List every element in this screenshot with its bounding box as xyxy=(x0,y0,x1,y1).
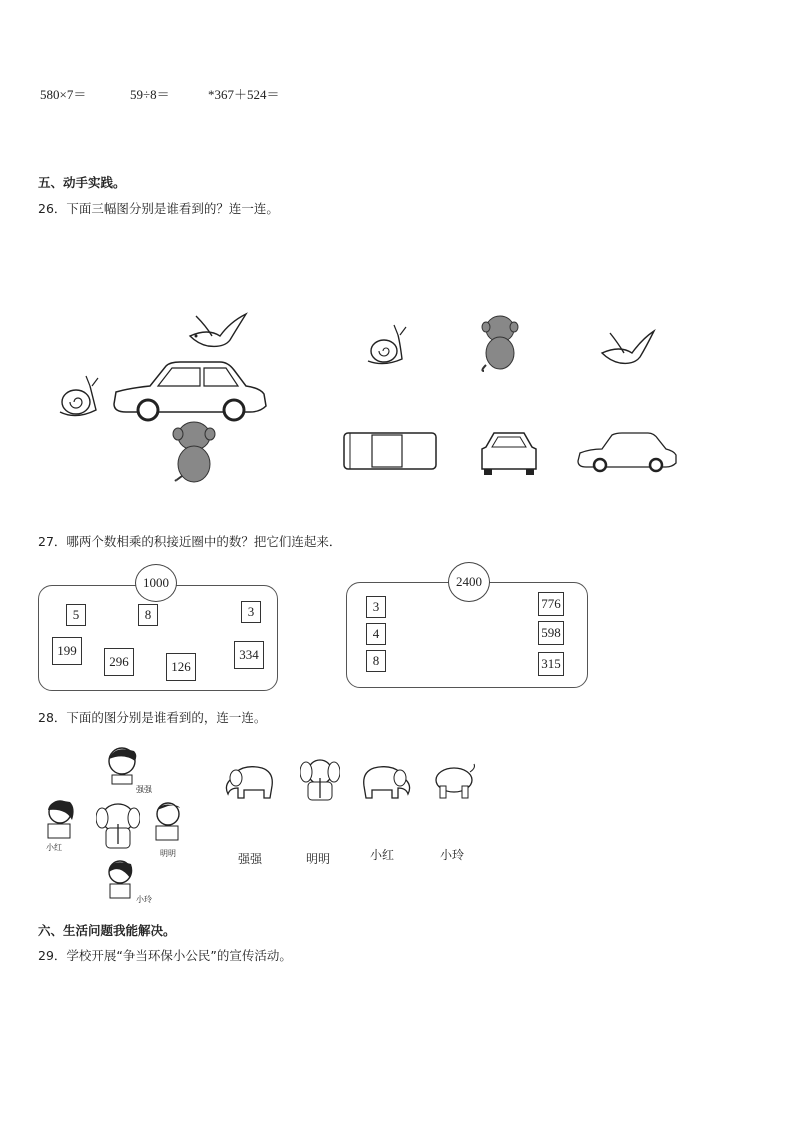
child-icon xyxy=(150,800,186,844)
group-2-right-number[interactable]: 776 xyxy=(538,592,564,616)
bird-icon xyxy=(190,314,246,346)
car-icon xyxy=(344,433,436,469)
person-label-qiangqiang: 强强 xyxy=(136,785,152,794)
question-28: 28．下面的图分别是谁看到的，连一连。 xyxy=(38,710,267,725)
group-2-right-number[interactable]: 315 xyxy=(538,652,564,676)
question-26: 26．下面三幅图分别是谁看到的？连一连。 xyxy=(38,201,279,216)
child-icon xyxy=(104,745,140,785)
car-icon xyxy=(482,433,536,475)
person-label-xiaohong: 小红 xyxy=(46,843,62,852)
section-5-title: 五、动手实践。 xyxy=(38,175,126,190)
elephant-icon xyxy=(222,764,276,802)
question-29: 29．学校开展“争当环保小公民”的宣传活动。 xyxy=(38,948,292,963)
group-1-number[interactable]: 8 xyxy=(138,604,158,626)
group-2-left-number[interactable]: 4 xyxy=(366,623,386,645)
calc-3: *367＋524＝ xyxy=(208,87,280,102)
scene-26-left xyxy=(50,300,290,490)
person-label-mingming: 明明 xyxy=(160,849,176,858)
group-1-number[interactable]: 3 xyxy=(241,601,261,623)
answer-label: 强强 xyxy=(238,852,263,866)
group-2-target: 2400 xyxy=(448,562,490,602)
group-2-left-number[interactable]: 3 xyxy=(366,596,386,618)
person-label-xiaoling: 小玲 xyxy=(136,895,152,904)
child-icon xyxy=(42,798,78,842)
monkey-icon xyxy=(482,316,518,371)
elephant-icon xyxy=(96,800,140,850)
snail-icon xyxy=(60,376,98,416)
group-1-number[interactable]: 199 xyxy=(52,637,82,665)
car-icon xyxy=(578,433,676,471)
group-1-target: 1000 xyxy=(135,564,177,602)
section-6-title: 六、生活问题我能解决。 xyxy=(38,923,176,938)
snail-icon xyxy=(368,325,406,364)
elephant-icon xyxy=(300,756,340,802)
bird-icon xyxy=(602,331,654,363)
car-icon xyxy=(114,362,266,420)
group-1-number[interactable]: 126 xyxy=(166,653,196,681)
question-27: 27．哪两个数相乘的积接近圈中的数？把它们连起来． xyxy=(38,534,342,549)
group-1-number[interactable]: 5 xyxy=(66,604,86,626)
group-2-right-number[interactable]: 598 xyxy=(538,621,564,645)
answer-label: 明明 xyxy=(306,852,331,866)
scene-26-right xyxy=(340,315,680,485)
child-icon xyxy=(104,858,136,902)
elephant-icon xyxy=(360,764,414,802)
group-1-number[interactable]: 334 xyxy=(234,641,264,669)
calc-1: 580×7＝ xyxy=(40,87,87,102)
answer-label: 小红 xyxy=(370,848,395,862)
answer-label: 小玲 xyxy=(440,848,465,862)
group-2-left-number[interactable]: 8 xyxy=(366,650,386,672)
elephant-icon xyxy=(430,762,478,802)
monkey-icon xyxy=(173,422,215,482)
group-1-number[interactable]: 296 xyxy=(104,648,134,676)
calc-2: 59÷8＝ xyxy=(130,87,170,102)
